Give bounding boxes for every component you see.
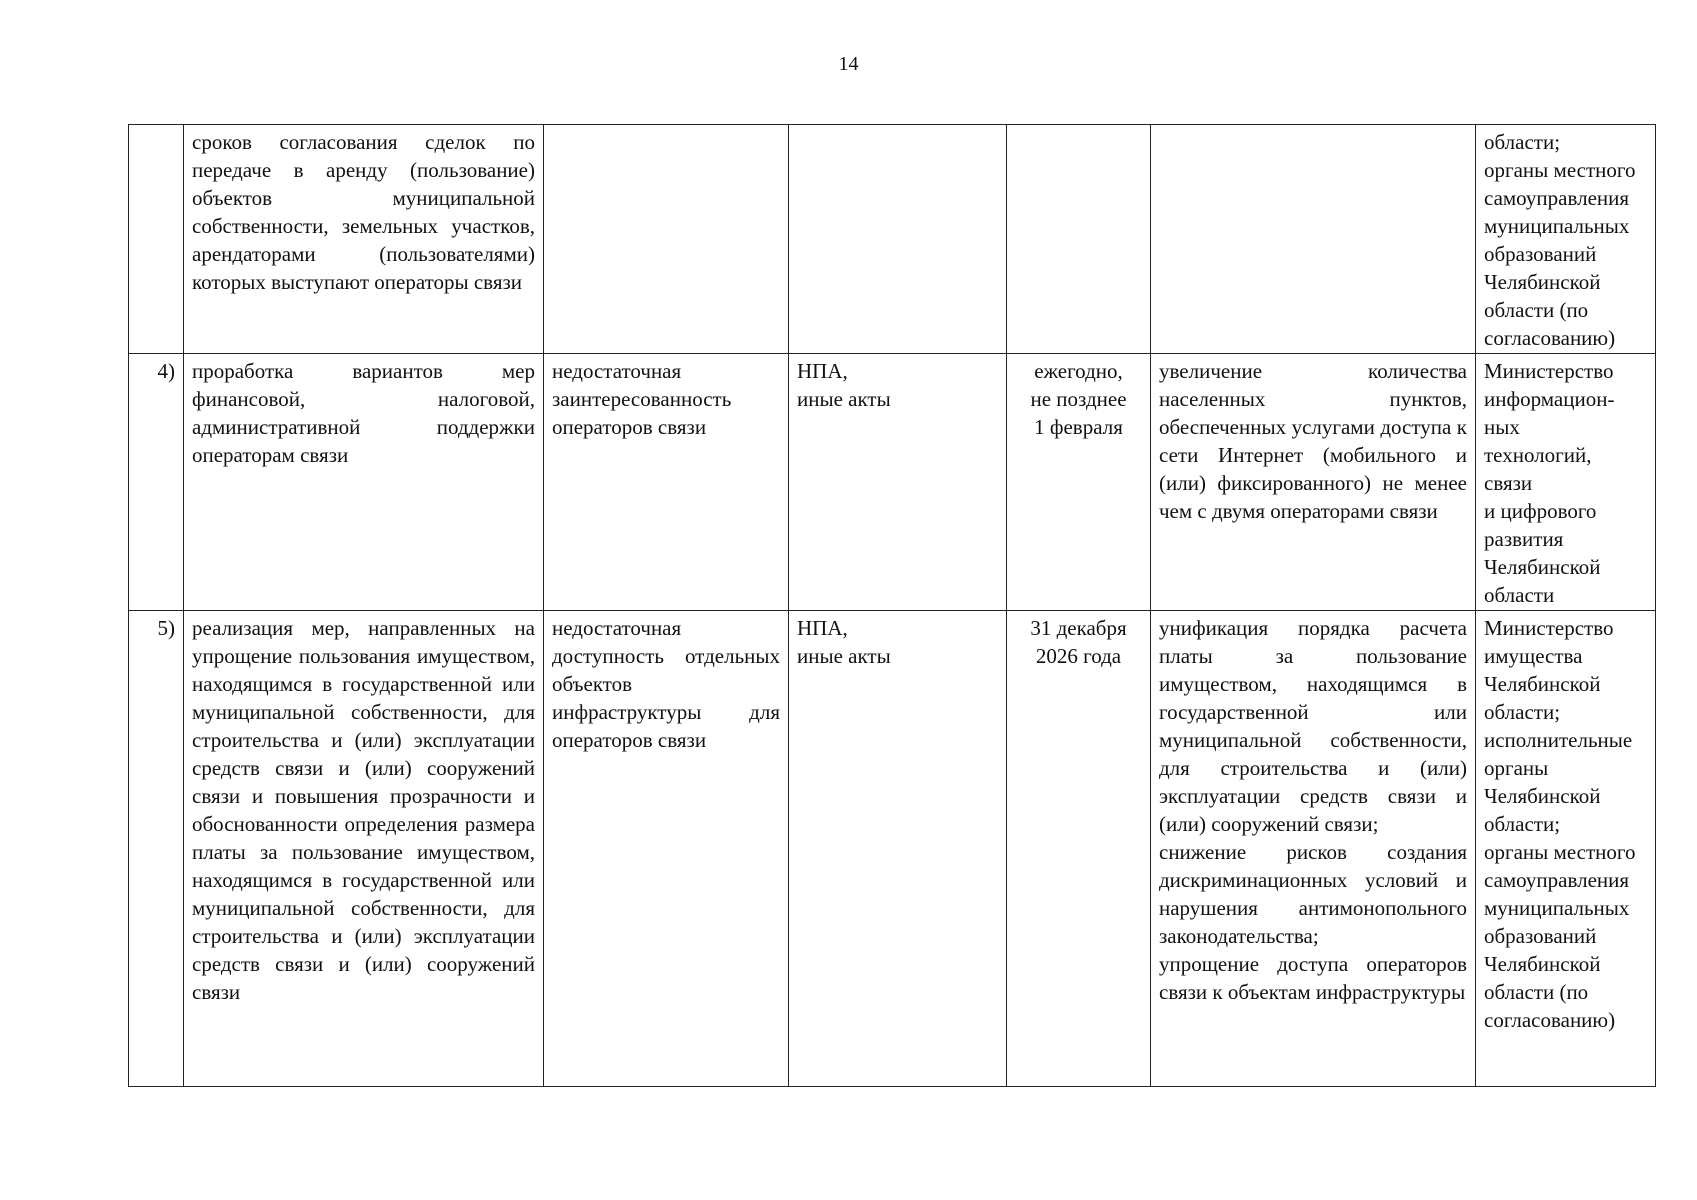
problem-cell: недостаточная заинтересованность операторов связи [544,354,789,611]
deadline-cell: 31 декабря 2026 года [1007,611,1151,1087]
deadline-cell: ежегодно, не позднее 1 февраля [1007,354,1151,611]
responsible-cell: Министерство информацион- ных технологий, связи и цифрового развития Челябинской области [1476,354,1656,611]
measure-cell: проработка вариантов мер финансовой, налоговой, административной поддержки операторам связи [184,354,544,611]
result-cell [1151,125,1476,354]
measure-cell: реализация мер, направленных на упрощение пользования имуществом, находящимся в государственной или муниципальной собственности, для строительства и (или) эксплуатации средств связи и (или) сооружений связи и повышения прозрачности и обоснованности определения размера платы за пользование имуществом, находящимся в государственной или муниципальной собственности, для строительства и (или) эксплуатации средств связи и (или) сооружений связи [184,611,544,1087]
problem-cell: недостаточная доступность отдельных объектов инфраструктуры для операторов связи [544,611,789,1087]
measures-table [128,124,1656,1087]
row-number [129,125,184,354]
table-row [129,125,1656,354]
deadline-cell [1007,125,1151,354]
act-cell: НПА, иные акты [789,354,1007,611]
result-cell: унификация порядка расчета платы за пользование имуществом, находящимся в государственной или муниципальной собственности, для строительства и (или) эксплуатации средств связи и (или) сооружений связи; снижение рисков создания дискриминационных условий и нарушения антимонопольного законодательства; упрощение доступа операторов связи к объектам инфраструктуры [1151,611,1476,1087]
responsible-cell: области; органы местного самоуправления муниципальных образований Челябинской области (по согласованию) [1476,125,1656,354]
result-cell: увеличение количества населенных пунктов, обеспеченных услугами доступа к сети Интернет (мобильного и (или) фиксированного) не менее чем с двумя операторами связи [1151,354,1476,611]
table-row [129,611,1656,1087]
row-number: 4) [129,354,184,611]
act-cell [789,125,1007,354]
responsible-cell: Министерство имущества Челябинской области; исполнительные органы Челябинской области; органы местного самоуправления муниципальных образований Челябинской области (по согласованию) [1476,611,1656,1087]
row-number: 5) [129,611,184,1087]
act-cell: НПА, иные акты [789,611,1007,1087]
problem-cell [544,125,789,354]
measure-cell: сроков согласования сделок по передаче в аренду (пользование) объектов муниципальной собственности, земельных участков, арендаторами (пользователями) которых выступают операторы связи [184,125,544,354]
page-number: 14 [838,53,859,75]
table-row [129,354,1656,611]
